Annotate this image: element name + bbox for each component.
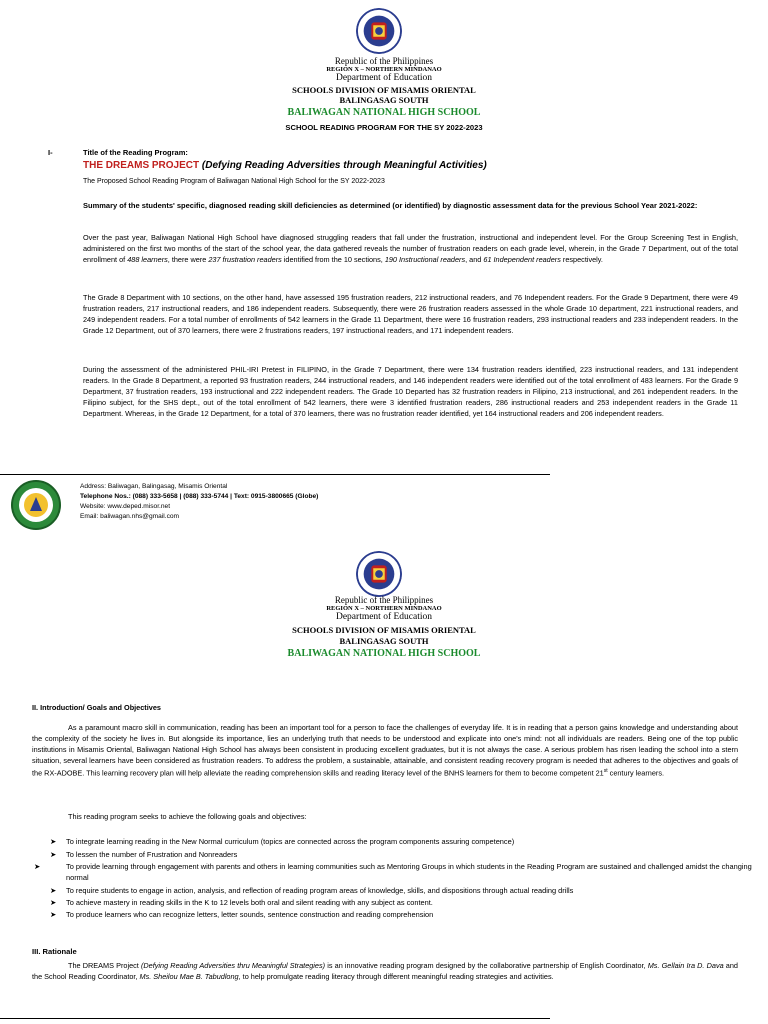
republic-line: Republic of the Philippines [334, 56, 434, 66]
footer-address: Address: Baliwagan, Balingasag, Misamis Oriental [80, 483, 228, 490]
footer-telephone: Telephone Nos.: (088) 333-5658 | (088) 333-5744 | Text: 0915-3800665 (Globe) [80, 493, 319, 500]
title-label: Title of the Reading Program: [83, 148, 188, 157]
paragraph-1: Over the past year, Baliwagan National High School have diagnosed struggling readers that fall under the frustration, instructional and independent level. For the Group Screening Test in English, administered on the first two months of the start of the school year, the data gathered reveals the number of frustration readers on each grade level, wherein, in the Grade 7 Department, out of the total enrollment of 488 learners, there were 237 frustration readers identified from the 10 sections, 190 Instructional readers, and 61 Independent readers respectively. [83, 233, 738, 264]
district-line: BALINGASAG SOUTH [339, 95, 429, 105]
objective-5: ➤ To achieve mastery in reading skills in the K to 12 levels both oral and silent reading with any subject as content. [50, 898, 433, 907]
objective-6: ➤ To produce learners who can recognize letters, letter sounds, sentence construction and reading comprehension [50, 910, 434, 919]
district-line-2: BALINGASAG SOUTH [339, 636, 429, 646]
division-line: SCHOOLS DIVISION OF MISAMIS ORIENTAL [292, 85, 476, 95]
intro-paragraph: As a paramount macro skill in communication, reading has been an important tool for a person to face the challenges of everyday life. It is in reading that a person gains knowledge and understanding about the complexity of the society he lives in. But alongside its importance, lies an underlying truth that needs to be understood and explicate into one's mind: not all individuals are readers. Being one of the top public institutions in Misamis Oriental, Baliwagan National High School has always been consistent in producing excellent graduates, but it is not always the case. A serious problem has risen leading the school into a stern situation, several learners have been considered as frustration readers. To address the problem, a sustainable, attainable, and consistent reading recovery program is needed that adheres to the objectives and goals of the RX-ADOBE. This learning recovery plan will help alleviate the reading comprehension skills and reading literacy level of the BNHS learners for them to become competent 21st century learners. [32, 723, 738, 778]
objectives-lead: This reading program seeks to achieve the following goals and objectives: [68, 812, 307, 821]
paragraph-2: The Grade 8 Department with 10 sections, on the other hand, have assessed 195 frustration readers, 212 instructional readers, and 76 Independent readers. For the Grade 9 Department, there were 49 frustration readers, 217 instructional readers, and 186 independent readers. Subsequently, there were 26 frustration readers assessed in the whole Grade 10 department, 221 instructional readers, and 249 independent readers. For a total number of enrollments of 542 learners in the Grade 11 Department, there were 16 frustration readers, 293 instructional readers and 233 independent readers. In the Grade 12 Department, out of 370 learners, there were 2 frustrations readers, 197 instructional readers, and 171 independent readers. [83, 293, 738, 335]
region-line-2: REGION X – NORTHERN MINDANAO [326, 605, 442, 612]
proposed-line: The Proposed School Reading Program of Baliwagan National High School for the SY 2022-2023 [83, 178, 385, 185]
republic-line-2: Republic of the Philippines [334, 595, 434, 605]
school-name: BALIWAGAN NATIONAL HIGH SCHOOL [287, 107, 481, 118]
department-line: Department of Education [335, 73, 433, 83]
section-2-heading: II. Introduction/ Goals and Objectives [32, 703, 161, 712]
paragraph-3: During the assessment of the administered PHIL-IRI Pretest in FILIPINO, in the Grade 7 Department, there were 134 frustration readers identified, 223 instructional readers, and 131 independent readers. In the Grade 8 Department, a reported 93 frustration readers, 244 instructional readers, and 146 independent readers were identified out of the total enrollment of 483 learners. For the Grade 9 Department, 37 frustration readers, 193 instructional and 222 independent readers. The Grade 10 Departed has 32 frustration readers in Filipino, 213 instructional, and 261 independent readers. In the Filipino subject, for the SHS dept., out of the total enrollment of 542 learners, there were 3 identified frustration readers, 286 instructional readers and 253 independent readers in the Grade 11 Department. Whereas, in the Grade 12 Department, for a total of 370 learners, there was no frustration reader identified, yet 164 instructional readers and 206 independent readers. [83, 365, 738, 418]
program-title [83, 160, 487, 171]
program-subtitle: (Defying Reading Adversities through Meaningful Activities) [201, 160, 487, 171]
section-1-numeral: I- [48, 148, 53, 157]
school-logo [10, 479, 62, 536]
department-line-2: Department of Education [335, 612, 433, 622]
page-bottom-divider [0, 1018, 550, 1019]
objective-1: ➤ To integrate learning reading in the New Normal curriculum (topics are connected across the program components assuring competence) [50, 837, 515, 846]
objective-2: ➤ To lessen the number of Frustration and Nonreaders [50, 850, 238, 859]
footer-divider [0, 474, 550, 475]
objective-3: ➤ To provide learning through engagement with parents and others in learning communities such as Mentoring Groups in which students in the Reading Program are sustained and challenged amidst the changing normal [34, 862, 752, 882]
division-line-2: SCHOOLS DIVISION OF MISAMIS ORIENTAL [292, 625, 476, 635]
region-line: REGION X – NORTHERN MINDANAO [326, 66, 442, 73]
program-line: SCHOOL READING PROGRAM FOR THE SY 2022-2023 [285, 123, 483, 132]
school-name-2: BALIWAGAN NATIONAL HIGH SCHOOL [287, 648, 481, 659]
program-name: THE DREAMS PROJECT [83, 160, 200, 171]
summary-heading: Summary of the students' specific, diagnosed reading skill deficiencies as determined (or identified) by diagnostic assessment data for the previous School Year 2021-2022: [83, 201, 698, 210]
footer-email: Email: baliwagan.nhs@gmail.com [80, 513, 180, 520]
footer-website: Website: www.deped.misor.net [80, 503, 171, 510]
rationale-paragraph: The DREAMS Project (Defying Reading Adversities thru Meaningful Strategies) is an innovative reading program designed by the collaborative partnership of English Coordinator, Ms. Gellain Ira D. Dava and the School Reading Coordinator, Ms. Sheilou Mae B. Tabudlong, to help promulgate reading literacy through different meaningful reading strategies and activities. [32, 961, 738, 981]
objective-4: ➤ To require students to engage in action, analysis, and reflection of reading program areas of knowledge, skills, and dispositions through actual reading drills [50, 886, 574, 895]
deped-seal-top [356, 8, 402, 59]
section-3-heading: III. Rationale [32, 947, 77, 956]
